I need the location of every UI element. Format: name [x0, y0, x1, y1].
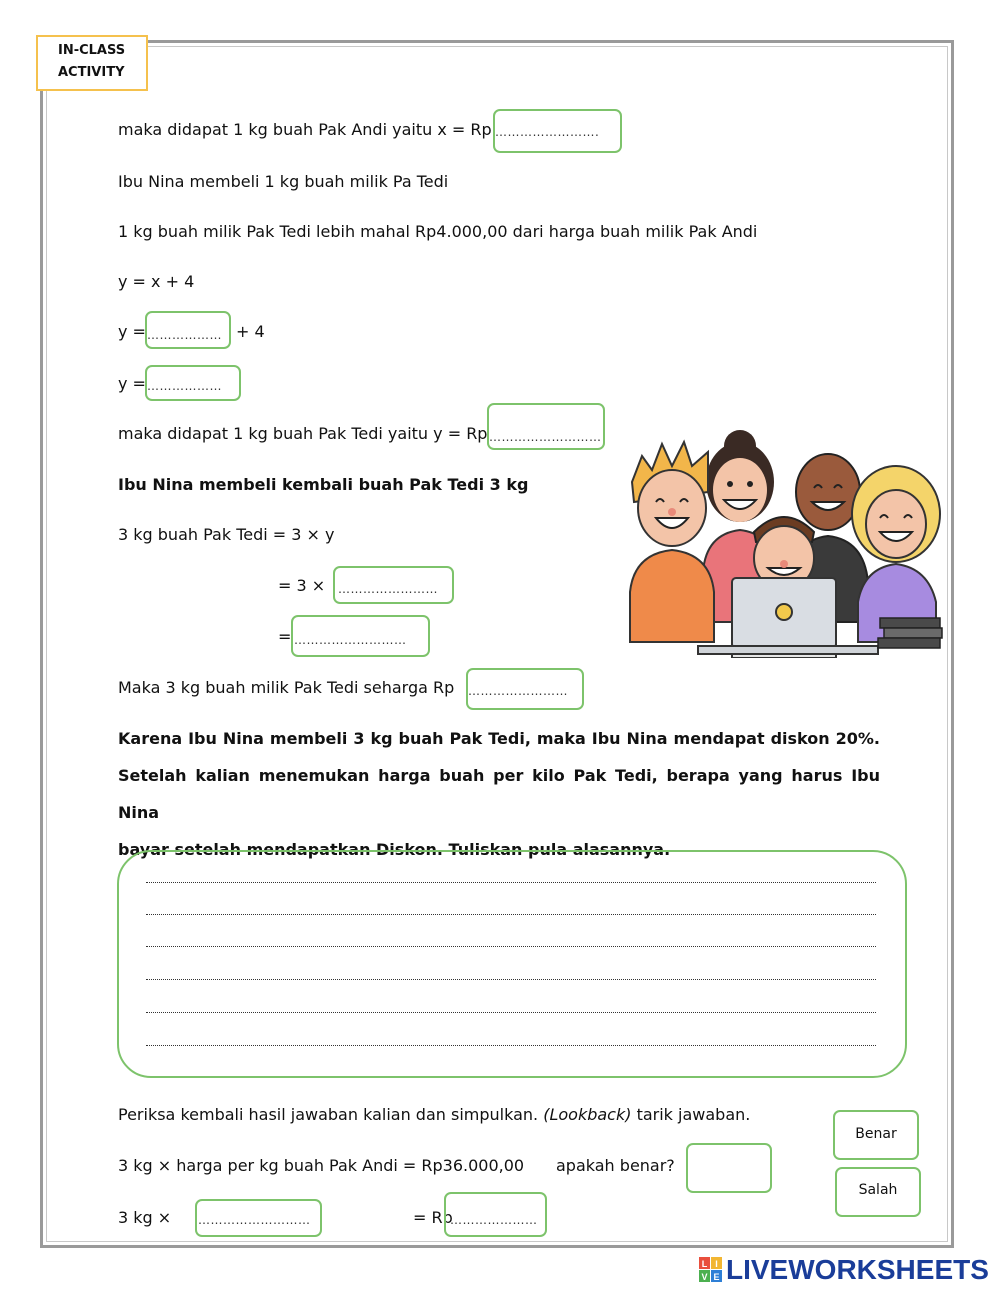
lookback-calc: 3 kg × [118, 1208, 172, 1227]
dots-three-kg-price: …………………… [468, 684, 568, 698]
brand-name: LIVEWORKSHEETS [726, 1254, 989, 1285]
dots-calc-price: ……………………… [198, 1213, 311, 1227]
dots-three-times: …………………… [338, 582, 438, 596]
line-nina-buys-again: Ibu Nina membeli kembali buah Pak Tedi 3 kg [118, 475, 529, 494]
line-y-result: y = [118, 374, 146, 393]
student-right [852, 466, 940, 642]
plus-four: + 4 [236, 322, 265, 341]
books [878, 618, 942, 648]
dots-andi-price: ……………………. [495, 125, 600, 139]
line-tedi-more-expensive: 1 kg buah milik Pak Tedi lebih mahal Rp4.000,00 dari harga buah milik Pak Andi [118, 222, 758, 241]
choice-benar-button[interactable]: Benar [833, 1110, 919, 1160]
logo-letter: V [701, 1272, 708, 1282]
line-y-substitute: y = [118, 322, 146, 341]
answer-line [146, 882, 876, 883]
answer-line [146, 979, 876, 980]
line-three-kg-price: Maka 3 kg buah milik Pak Tedi seharga Rp [118, 678, 455, 697]
dots-y-substitute: ……………… [147, 328, 222, 342]
lookback-question: apakah benar? [556, 1156, 675, 1175]
question-line-3: bayar setelah mendapatkan Diskon. Tuliskan pula alasannya. [118, 840, 671, 859]
dots-y-result: ……………… [147, 379, 222, 393]
line-three-result-eq: = [278, 627, 292, 646]
choice-salah-button[interactable]: Salah [835, 1167, 921, 1217]
answer-line [146, 1045, 876, 1046]
line-andi-price: maka didapat 1 kg buah Pak Andi yaitu x = Rp [118, 120, 492, 139]
line-tedi-price: maka didapat 1 kg buah Pak Tedi yaitu y = Rp [118, 424, 488, 443]
dots-calc-total: ………………… [450, 1213, 538, 1227]
student-left [630, 442, 714, 642]
answer-line [146, 1012, 876, 1013]
logo-letter: L [701, 1259, 708, 1269]
calc-equals: = Rp [413, 1208, 453, 1227]
lookback-check: 3 kg × harga per kg buah Pak Andi = Rp36.000,00 [118, 1156, 525, 1175]
dots-tedi-price: ……………………… [489, 430, 602, 444]
line-nina-buys: Ibu Nina membeli 1 kg buah milik Pa Tedi [118, 172, 449, 191]
tag-line-1: IN-CLASS [58, 43, 126, 58]
answer-box-andi-price[interactable] [493, 109, 622, 153]
logo-letter: I [715, 1259, 718, 1269]
tag-line-2: ACTIVITY [58, 65, 125, 80]
logo-letter: E [713, 1272, 720, 1282]
answer-line [146, 914, 876, 915]
students-illustration [628, 422, 944, 658]
logo-mark-icon [699, 1257, 723, 1283]
line-three-times: = 3 × [278, 576, 326, 595]
liveworksheets-logo [699, 1254, 989, 1286]
answer-line [146, 946, 876, 947]
answer-box-benar-salah[interactable] [686, 1143, 772, 1193]
line-three-kg: 3 kg buah Pak Tedi = 3 × y [118, 525, 335, 544]
lookback-intro: Periksa kembali hasil jawaban kalian dan simpulkan. (Lookback) tarik jawaban. [118, 1105, 751, 1124]
in-class-activity-tag [36, 35, 148, 91]
question-line-2: Setelah kalian menemukan harga buah per kilo Pak Tedi, berapa yang harus Ibu Nina [118, 766, 880, 822]
reason-answer-box[interactable] [117, 850, 907, 1078]
question-paragraph [118, 720, 880, 868]
question-line-1: Karena Ibu Nina membeli 3 kg buah Pak Tedi, maka Ibu Nina mendapat diskon 20%. [118, 729, 880, 748]
dots-three-result: ……………………… [294, 633, 407, 647]
line-equation: y = x + 4 [118, 272, 195, 291]
